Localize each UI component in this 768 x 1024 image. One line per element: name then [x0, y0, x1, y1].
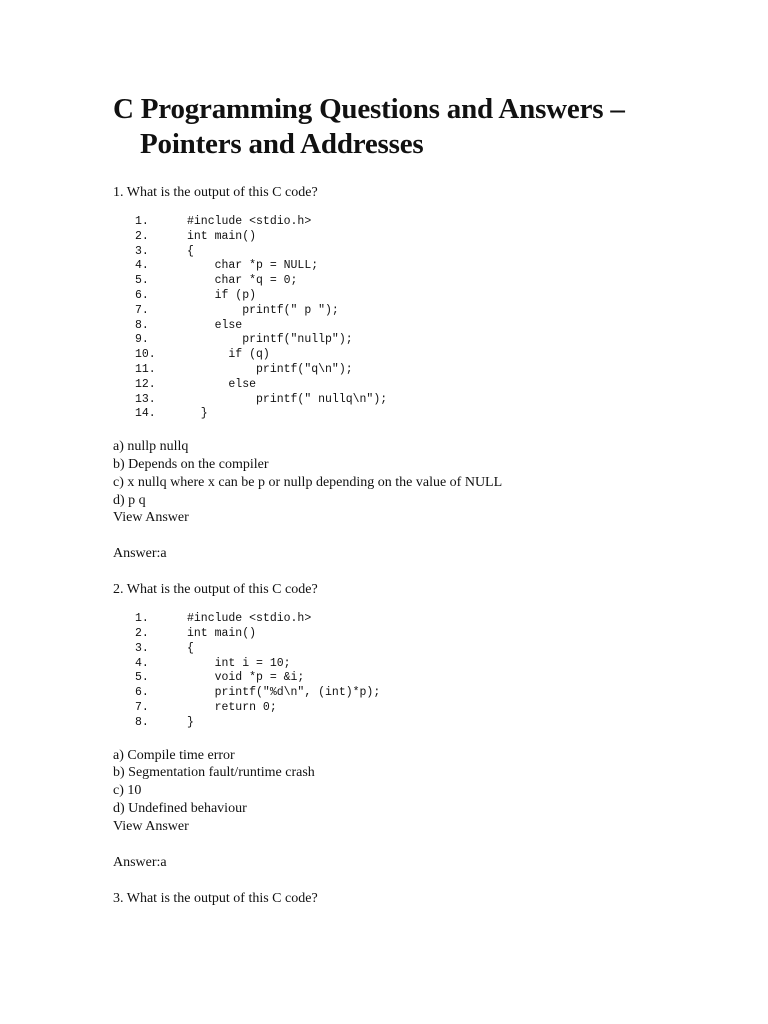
line-number: 4.	[135, 259, 149, 273]
question-2-code	[113, 612, 733, 730]
code-text: printf(" p ");	[187, 303, 339, 317]
question-2-prompt: 2. What is the output of this C code?	[113, 582, 318, 598]
code-line	[135, 612, 733, 627]
page-title	[113, 92, 733, 162]
answer-text: Answer:a	[113, 854, 167, 870]
line-number: 5.	[135, 274, 149, 288]
code-text: else	[187, 377, 257, 391]
code-line	[135, 686, 733, 701]
line-number: 11.	[135, 362, 156, 376]
code-text: #include <stdio.h>	[187, 215, 312, 228]
code-text: if (q)	[187, 348, 270, 362]
line-number: 6.	[135, 686, 149, 700]
code-line	[135, 215, 733, 230]
code-line	[135, 642, 733, 657]
code-text: char *p = NULL;	[187, 259, 319, 273]
code-line	[135, 627, 733, 642]
code-line	[135, 319, 733, 334]
title-line-1: C Programming Questions and Answers –	[113, 93, 625, 125]
code-text: }	[187, 407, 208, 421]
option-b: b) Segmentation fault/runtime crash	[113, 765, 315, 781]
question-1-code	[113, 215, 733, 422]
line-number: 2.	[135, 626, 149, 640]
line-number: 12.	[135, 377, 156, 391]
code-text: char *q = 0;	[187, 274, 298, 288]
line-number: 5.	[135, 671, 149, 685]
code-text: else	[187, 318, 243, 332]
code-text: printf("q\n");	[187, 362, 353, 376]
option-a: a) nullp nullq	[113, 439, 189, 455]
line-number: 13.	[135, 392, 156, 406]
option-a: a) Compile time error	[113, 747, 235, 763]
code-text: return 0;	[187, 700, 277, 714]
code-text: {	[187, 641, 194, 655]
line-number: 2.	[135, 229, 149, 243]
code-text: printf("%d\n", (int)*p);	[187, 686, 381, 700]
code-text: printf(" nullq\n");	[187, 392, 388, 406]
code-line	[135, 701, 733, 716]
code-text: #include <stdio.h>	[187, 612, 312, 626]
code-text: void *p = &i;	[187, 671, 305, 685]
code-line	[135, 348, 733, 363]
code-line	[135, 393, 733, 408]
document-page	[113, 92, 733, 908]
code-text: int i = 10;	[187, 656, 291, 670]
code-line	[135, 274, 733, 289]
code-line	[135, 407, 733, 422]
code-text: int main()	[187, 229, 257, 243]
line-number: 10.	[135, 348, 156, 362]
code-text: printf("nullp");	[187, 333, 353, 347]
line-number: 6.	[135, 288, 149, 302]
code-text: }	[187, 715, 194, 729]
code-line	[135, 289, 733, 304]
code-line	[135, 304, 733, 319]
code-text: int main()	[187, 626, 257, 640]
line-number: 8.	[135, 318, 149, 332]
code-line	[135, 671, 733, 686]
code-line	[135, 716, 733, 731]
code-text: if (p)	[187, 288, 257, 302]
line-number: 14.	[135, 407, 156, 421]
code-line	[135, 259, 733, 274]
line-number: 8.	[135, 715, 149, 729]
code-line	[135, 333, 733, 348]
line-number: 3.	[135, 244, 149, 258]
option-c: c) x nullq where x can be p or nullp depending on the value of NULL	[113, 474, 503, 490]
code-line	[135, 363, 733, 378]
question-3-prompt: 3. What is the output of this C code?	[113, 890, 318, 906]
code-line	[135, 378, 733, 393]
question-2-options	[113, 747, 733, 836]
option-b: b) Depends on the compiler	[113, 456, 269, 472]
question-1-options	[113, 438, 733, 527]
answer-text: Answer:a	[113, 546, 167, 562]
line-number: 1.	[135, 215, 149, 228]
code-line	[135, 230, 733, 245]
option-d: d) Undefined behaviour	[113, 800, 247, 816]
line-number: 4.	[135, 656, 149, 670]
line-number: 7.	[135, 700, 149, 714]
option-c: c) 10	[113, 783, 142, 799]
code-line	[135, 245, 733, 260]
view-answer-link[interactable]: View Answer	[113, 510, 189, 526]
line-number: 9.	[135, 333, 149, 347]
line-number: 7.	[135, 303, 149, 317]
line-number: 3.	[135, 641, 149, 655]
title-line-2: Pointers and Addresses	[140, 128, 424, 160]
line-number: 1.	[135, 612, 149, 626]
option-d: d) p q	[113, 492, 146, 508]
code-text: {	[187, 244, 194, 258]
question-1-prompt: 1. What is the output of this C code?	[113, 185, 318, 200]
code-line	[135, 657, 733, 672]
view-answer-link[interactable]: View Answer	[113, 818, 189, 834]
